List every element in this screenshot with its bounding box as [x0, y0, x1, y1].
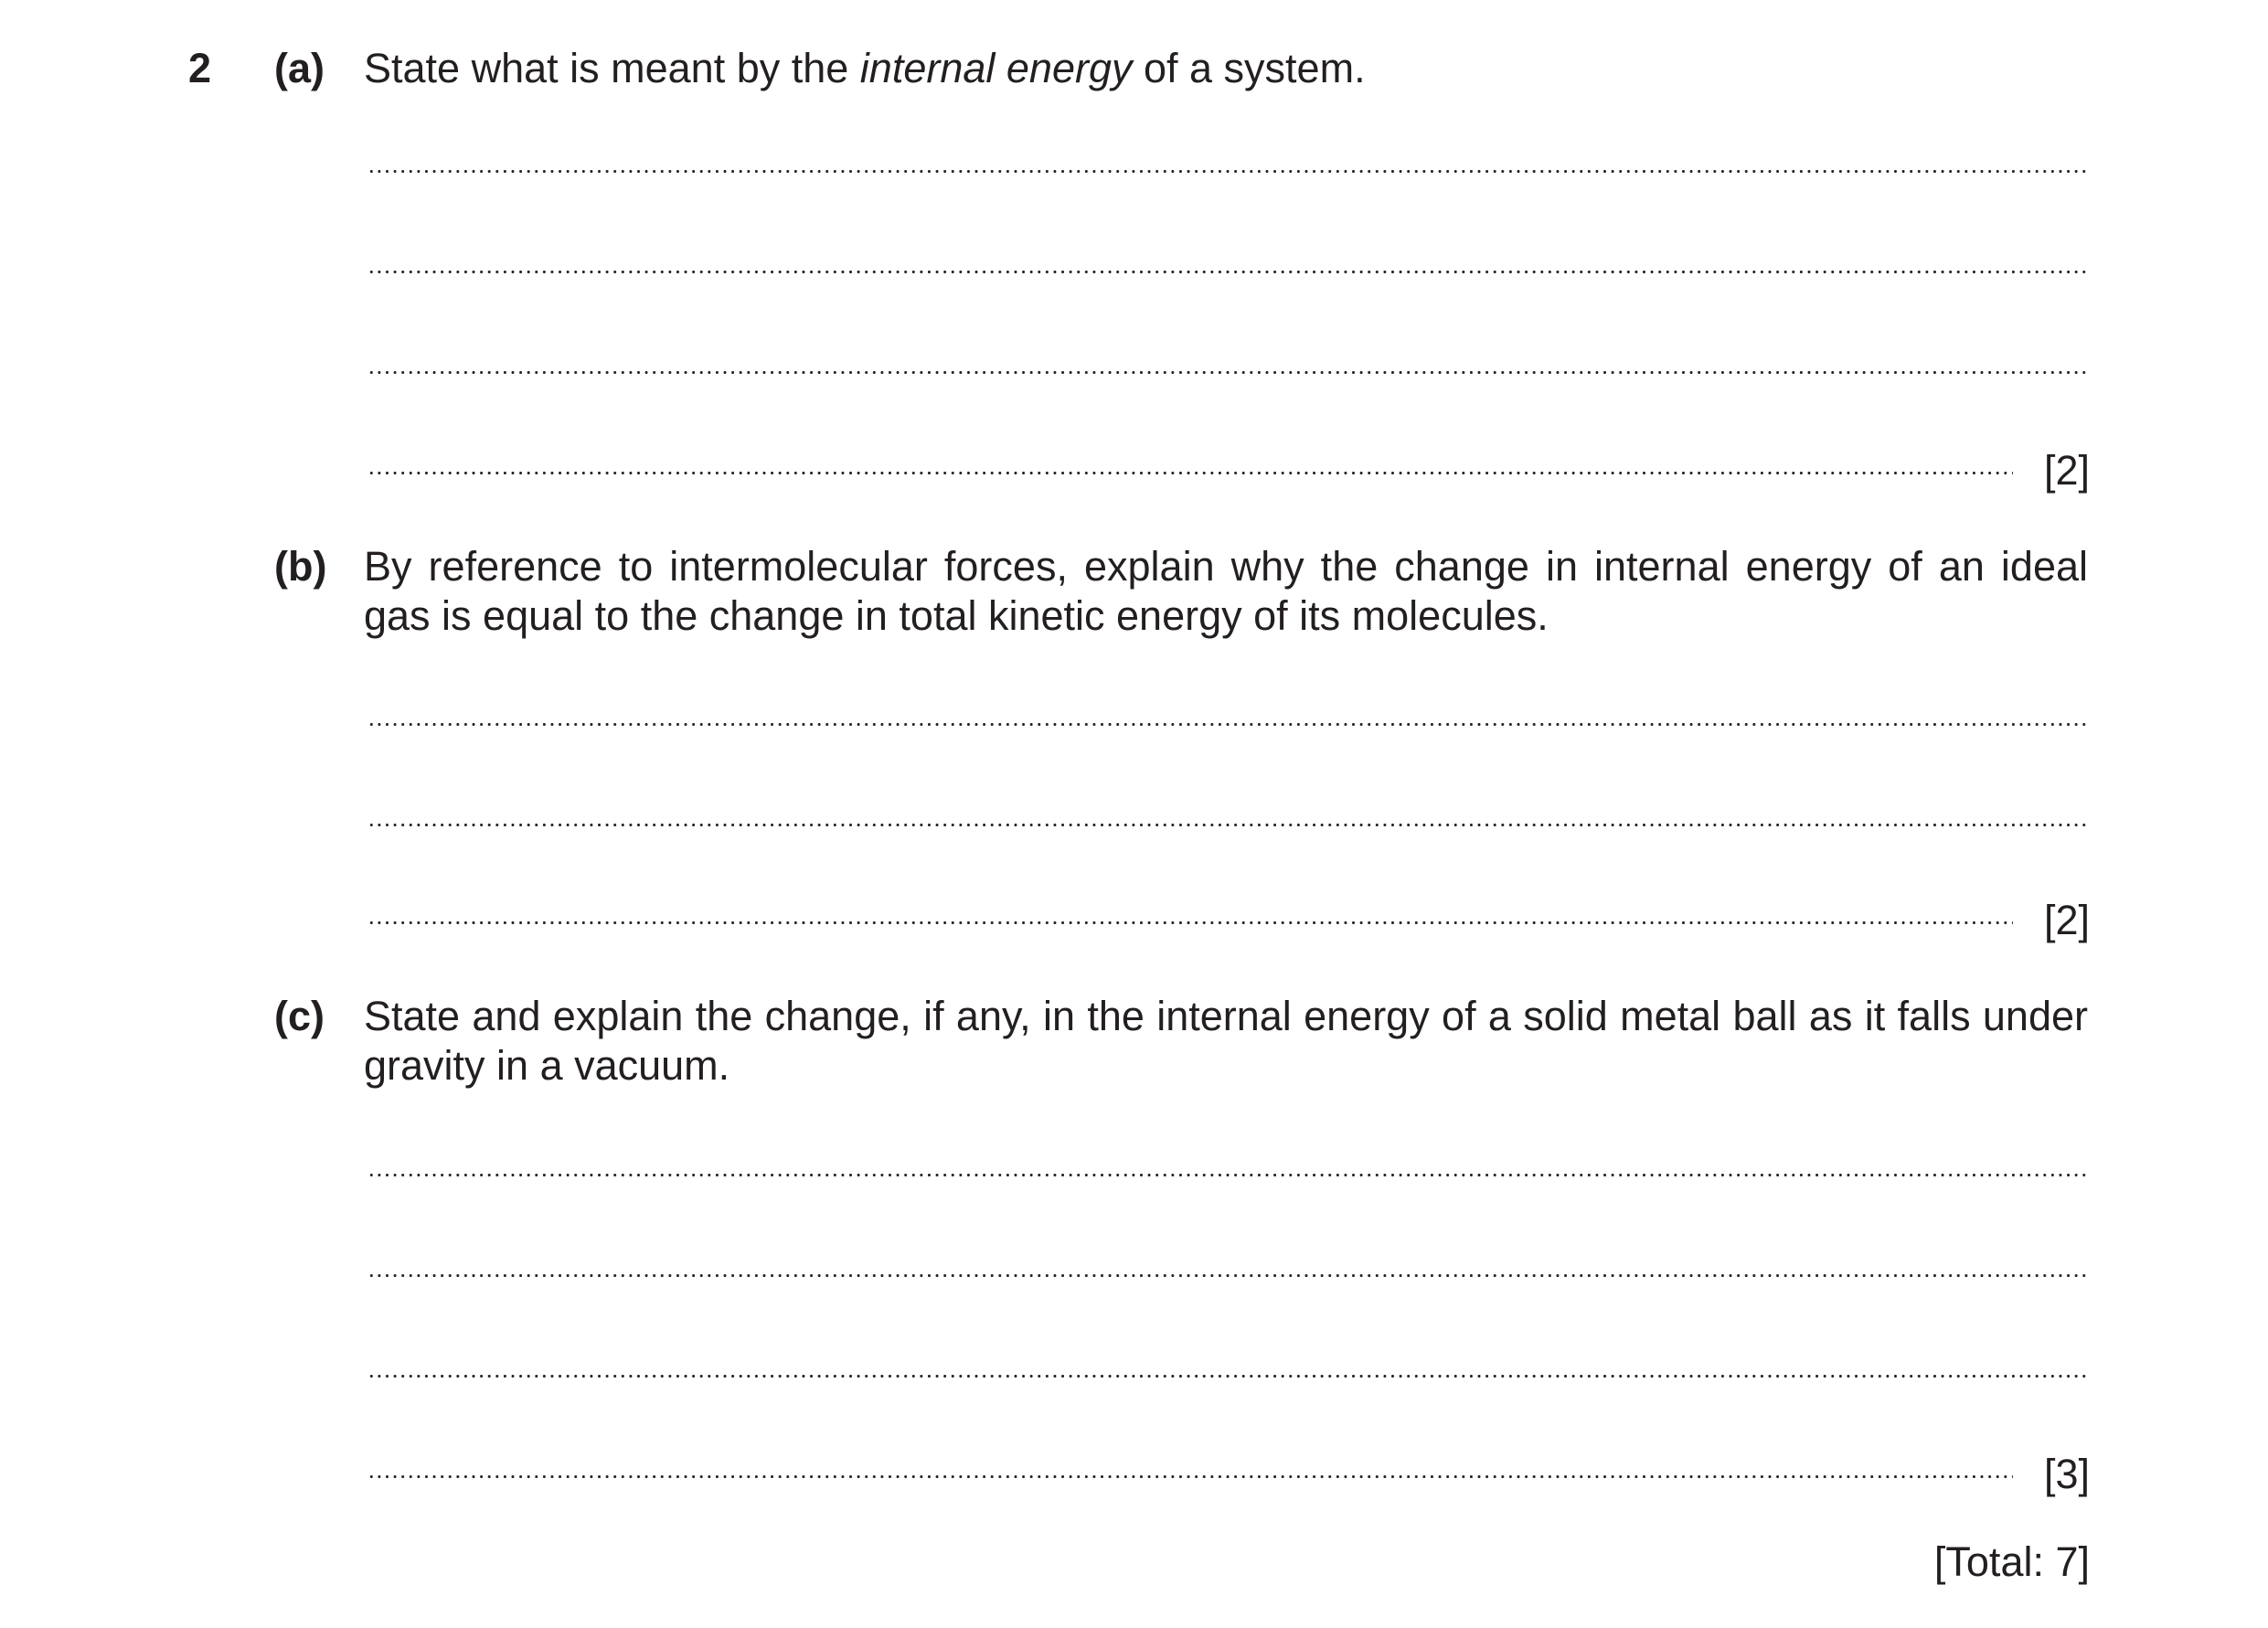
answer-line[interactable] — [367, 271, 2088, 273]
answer-line[interactable] — [367, 1475, 2013, 1478]
part-c-marks: [3] — [2043, 1451, 2090, 1497]
part-a-text-after: of a system. — [1132, 45, 1366, 91]
total-marks: [Total: 7] — [1933, 1538, 2090, 1585]
part-b-stem: By reference to intermolecular forces, explain why the change in internal energy of an ideal gas is equal to the change in total kinetic energy of its molecules. — [364, 543, 2088, 639]
answer-line[interactable] — [367, 1174, 2088, 1176]
answer-line[interactable] — [367, 170, 2088, 173]
answer-line[interactable] — [367, 472, 2013, 474]
part-a-stem — [364, 44, 2088, 93]
answer-line[interactable] — [367, 1375, 2088, 1378]
part-a-term: internal energy — [859, 45, 1133, 91]
answer-line[interactable] — [367, 824, 2088, 826]
part-c-label: (c) — [274, 993, 325, 1039]
part-b-marks: [2] — [2043, 897, 2090, 943]
answer-line[interactable] — [367, 921, 2013, 924]
part-c-stem: State and explain the change, if any, in the internal energy of a solid metal ball as it falls under gravity in a vacuum. — [364, 993, 2088, 1089]
answer-line[interactable] — [367, 723, 2088, 726]
question-number: 2 — [188, 45, 212, 91]
part-a-label: (a) — [274, 45, 325, 91]
answer-line[interactable] — [367, 371, 2088, 374]
part-a-text-before: State what is meant by the — [364, 45, 860, 91]
answer-line[interactable] — [367, 1274, 2088, 1277]
part-a-marks: [2] — [2043, 447, 2090, 494]
part-b-label: (b) — [274, 543, 327, 590]
